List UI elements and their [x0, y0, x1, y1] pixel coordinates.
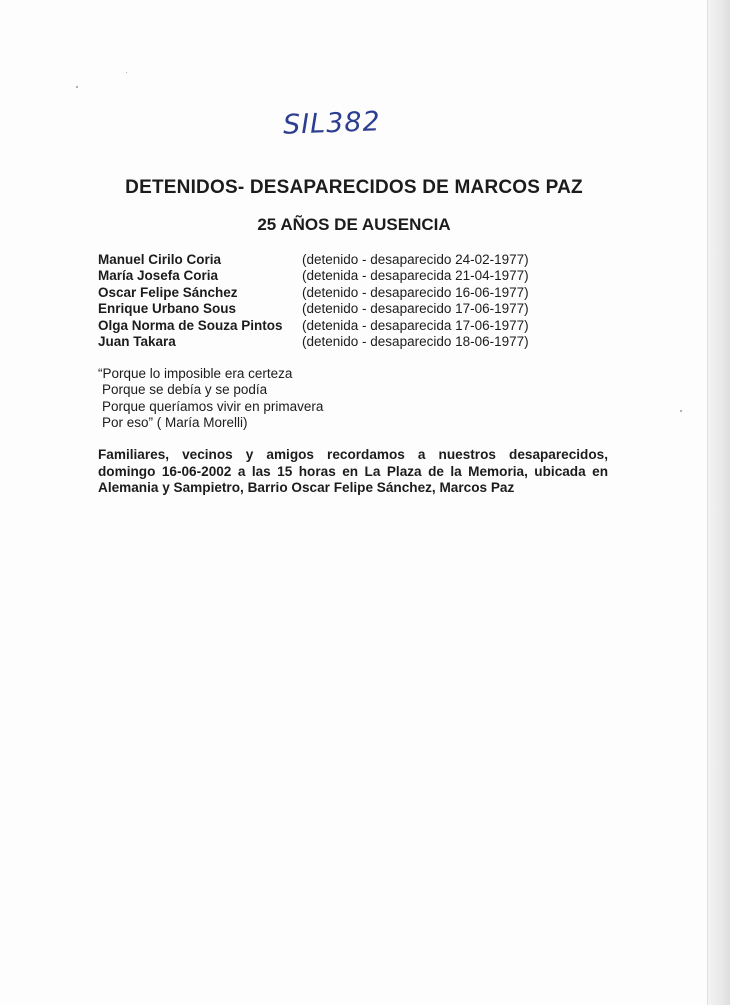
scan-edge — [707, 0, 730, 1005]
disappeared-list — [98, 252, 578, 350]
poem-quote — [98, 366, 323, 432]
person-status: (detenido - desaparecido 24-02-1977) — [302, 252, 529, 267]
person-status: (detenida - desaparecida 17-06-1977) — [302, 317, 529, 333]
person-name: Olga Norma de Souza Pintos — [98, 317, 283, 333]
person-name: Juan Takara — [98, 333, 176, 349]
person-name: María Josefa Coria — [98, 268, 219, 284]
announcement-paragraph — [98, 447, 608, 497]
list-item — [98, 268, 578, 284]
list-item — [98, 252, 578, 268]
document-title: DETENIDOS- DESAPARECIDOS DE MARCOS PAZ — [125, 177, 583, 198]
person-name: Enrique Urbano Sous — [98, 301, 237, 317]
poem-line: Porque queríamos vivir en primavera — [102, 398, 324, 414]
scan-speck — [76, 86, 78, 88]
scan-speck — [680, 410, 682, 412]
person-status: (detenido - desaparecido 17-06-1977) — [302, 301, 529, 317]
list-item — [98, 285, 578, 301]
announcement-line: Alemania y Sampietro, Barrio Oscar Felipe Sánchez, Marcos Paz — [98, 480, 515, 496]
person-status: (detenida - desaparecida 21-04-1977) — [302, 268, 529, 284]
list-item — [98, 318, 578, 334]
list-item — [98, 334, 578, 350]
poem-line: Porque se debía y se podía — [102, 382, 268, 398]
announcement-line: Familiares, vecinos y amigos recordamos a nuestros desaparecidos, — [98, 447, 608, 462]
document-subtitle: 25 AÑOS DE AUSENCIA — [257, 215, 451, 234]
scan-speck — [126, 72, 127, 73]
poem-line: “Porque lo imposible era certeza — [98, 366, 293, 381]
person-status: (detenido - desaparecido 18-06-1977) — [302, 333, 529, 349]
handwritten-note: SIL382 — [282, 106, 382, 141]
person-name: Manuel Cirilo Coria — [98, 252, 222, 267]
poem-line: Por eso” ( María Morelli) — [102, 415, 248, 431]
list-item — [98, 301, 578, 317]
announcement-line: domingo 16-06-2002 a las 15 horas en La Plaza de la Memoria, ubicada en — [98, 463, 608, 479]
person-name: Oscar Felipe Sánchez — [98, 284, 238, 300]
person-status: (detenido - desaparecido 16-06-1977) — [302, 284, 529, 300]
